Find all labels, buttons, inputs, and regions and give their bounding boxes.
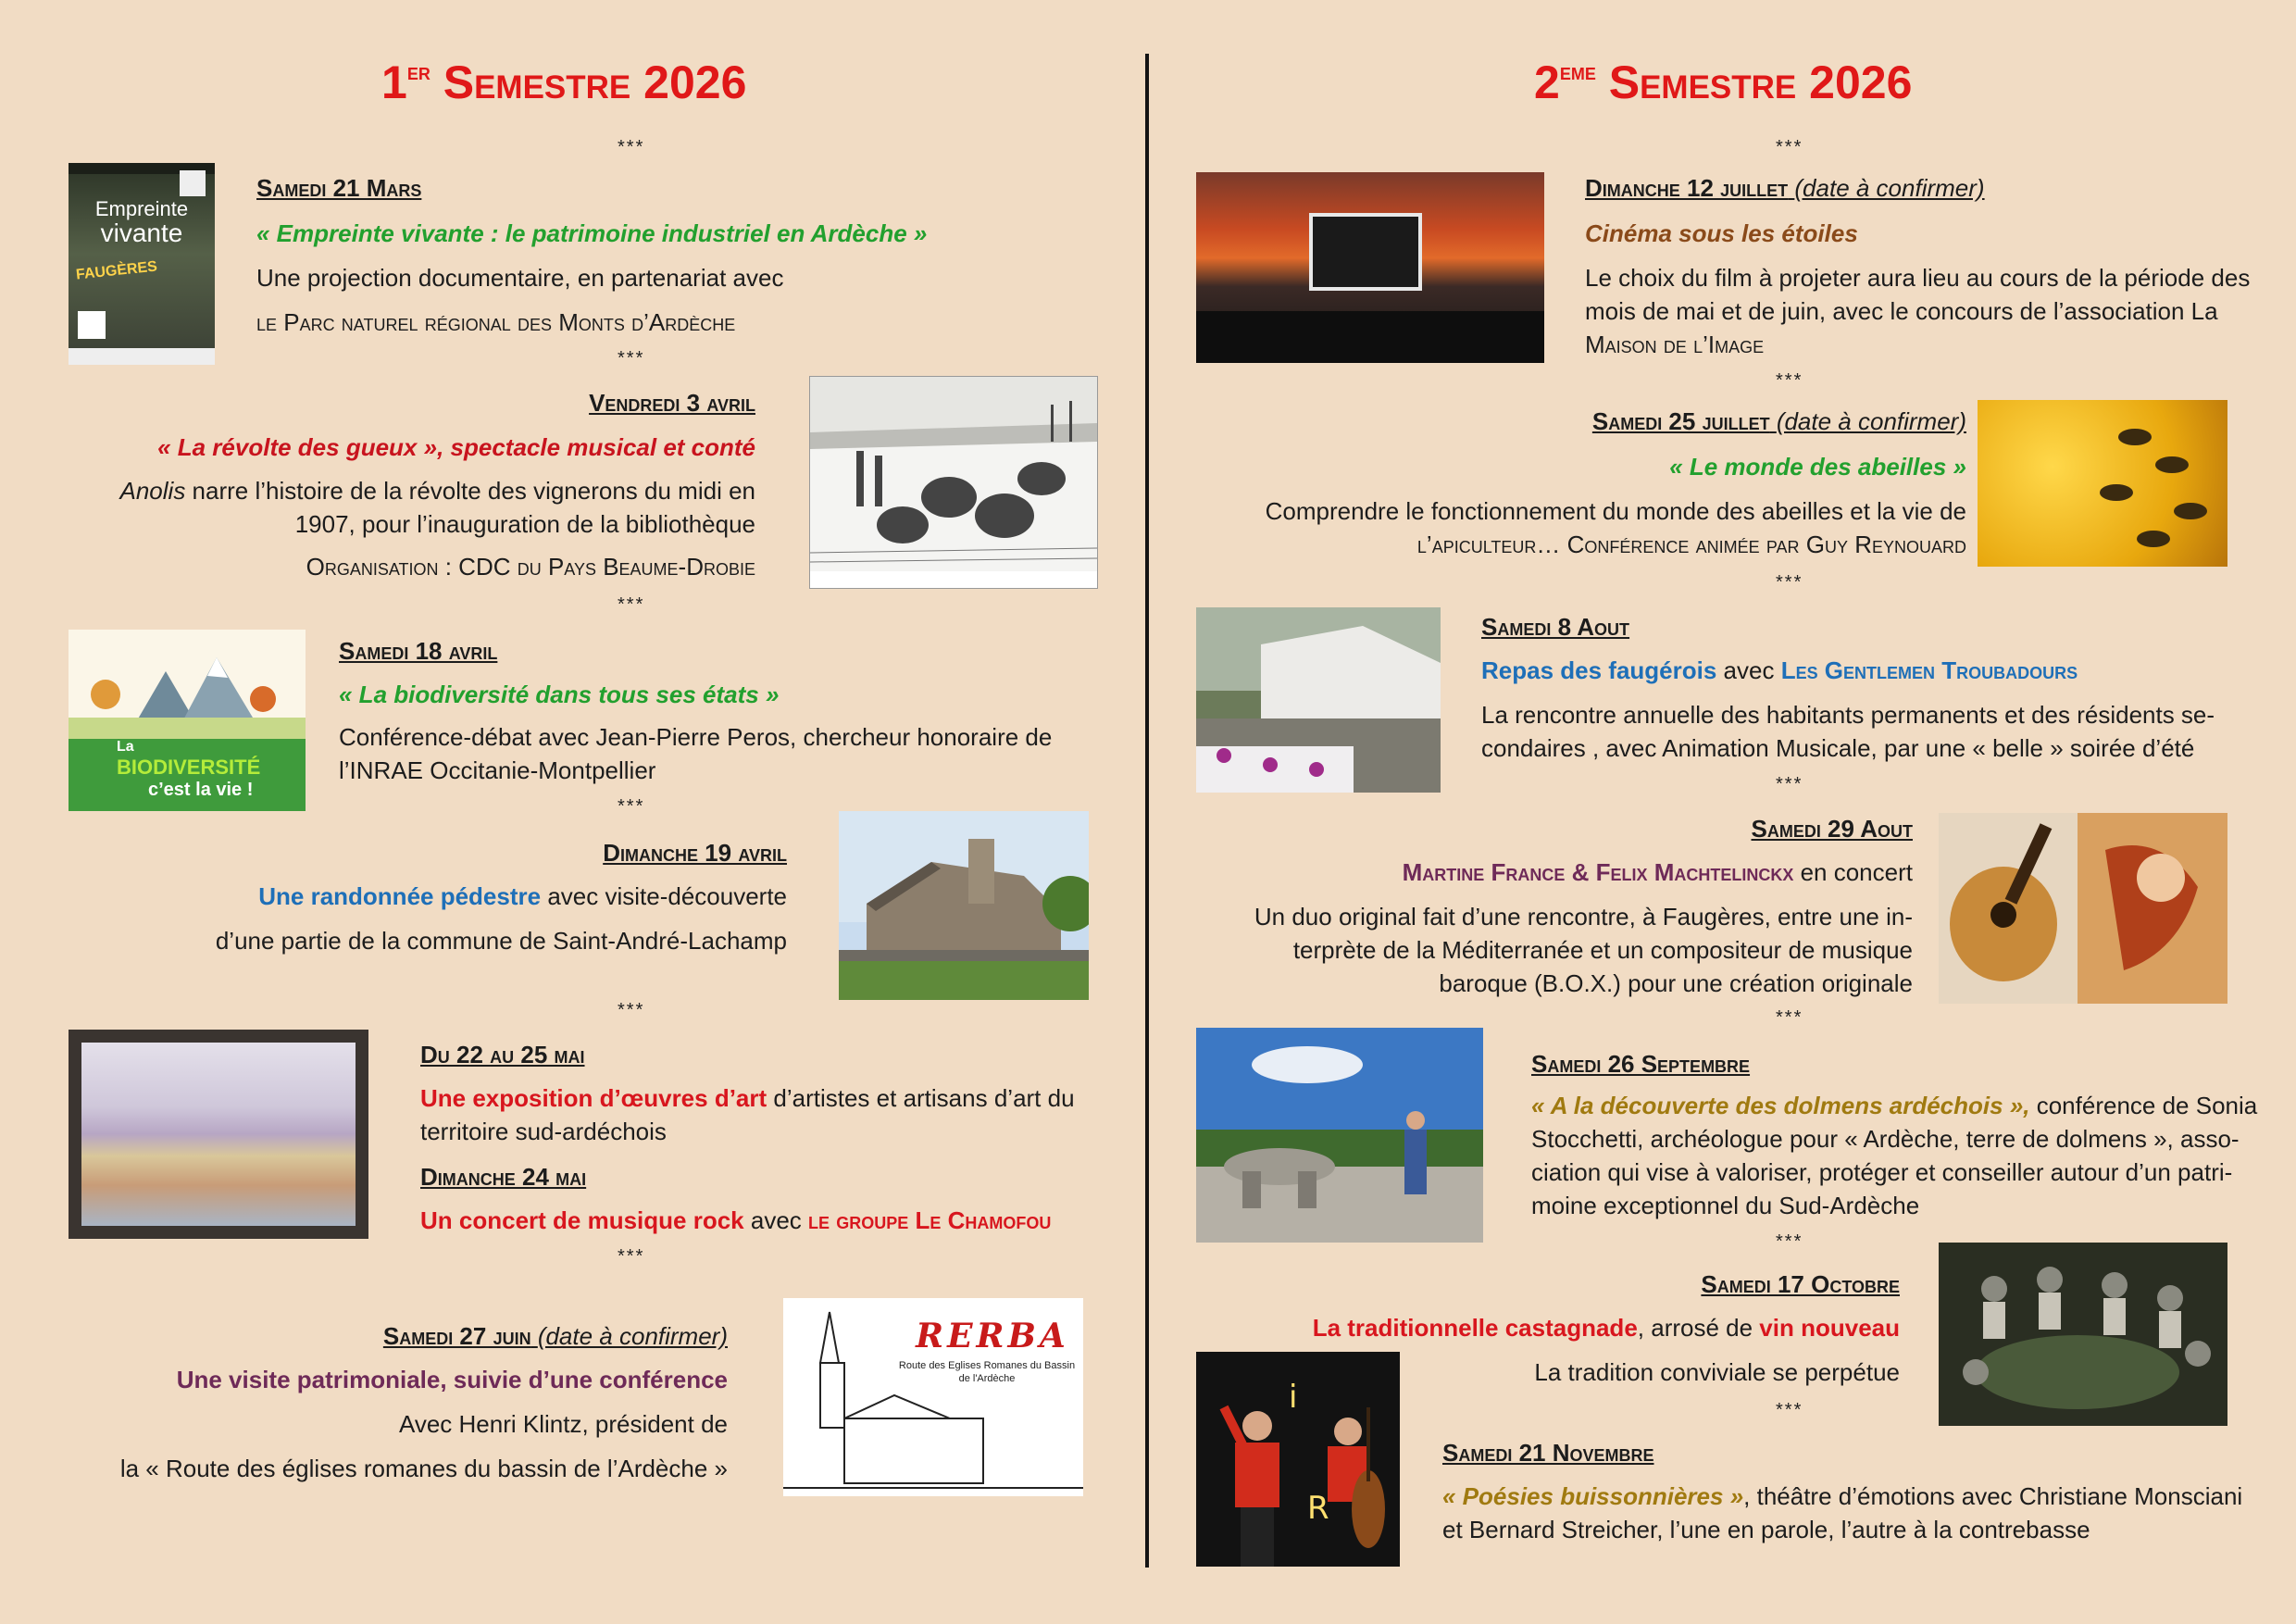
event-text: le Parc naturel régional des Monts d’Ardèche — [256, 308, 736, 336]
event-text: Une projection documentaire, en partenariat avec — [256, 264, 784, 292]
banquet-photo — [1196, 607, 1441, 793]
event-text: Organisation : CDC du Pays Beaume-Drobie — [306, 553, 755, 581]
event-date: Samedi 27 juin (date à confirmer) — [382, 1322, 728, 1350]
event-date: Dimanche 12 juillet (date à confirmer) — [1585, 174, 1985, 202]
event-date: Samedi 29 Aout — [1751, 815, 1913, 843]
event-date: Du 22 au 25 mai — [420, 1041, 585, 1068]
separator: *** — [618, 594, 645, 615]
event-text: Un concert de musique rock avec le groupe Le Chamofou — [420, 1206, 1052, 1234]
event-text: 1907, pour l’inauguration de la bibliothèque — [294, 510, 755, 538]
event-date: Samedi 21 Novembre — [1442, 1439, 1654, 1467]
event-title: « La révolte des gueux », spectacle musical et conté — [157, 433, 755, 461]
separator: *** — [1776, 774, 1803, 794]
separator: *** — [1776, 572, 1803, 593]
event-text: « Poésies buissonnières », théâtre d’émotions avec Christiane Monsciani — [1442, 1482, 2243, 1510]
event-date: Samedi 25 juillet (date à confirmer) — [1591, 407, 1966, 435]
event-text: Un duo original fait d’une rencontre, à Faugères, entre une in- — [1254, 903, 1913, 931]
separator: *** — [618, 348, 645, 369]
event-text: Avec Henri Klintz, président de — [398, 1410, 728, 1438]
img-text: BIODIVERSITÉ — [117, 756, 261, 779]
church-photo — [839, 811, 1089, 1000]
event-title: « Le monde des abeilles » — [1669, 453, 1966, 481]
event-text: moine exceptionnel du Sud-Ardèche — [1531, 1192, 1920, 1219]
event-text: territoire sud-ardéchois — [420, 1118, 667, 1145]
event-text: Une exposition d’œuvres d’art d’artistes et artisans d’art du — [420, 1084, 1075, 1112]
right-semester-title: 2eme Semestre 2026 — [1534, 56, 1913, 108]
poster-title: Empreinte — [94, 197, 189, 220]
svg-text:R: R — [1307, 1490, 1329, 1527]
duo-artwork — [1939, 813, 2227, 1004]
dolmen-photo — [1196, 1028, 1483, 1243]
left-semester-title: 1er Semestre 2026 — [381, 56, 747, 108]
event-text: Maison de l’Image — [1585, 331, 1765, 358]
event-title: « Empreinte vivante : le patrimoine industriel en Ardèche » — [256, 219, 928, 247]
castagnade-photo — [1939, 1243, 2227, 1426]
rerba-logo: RERBA — [916, 1317, 1069, 1355]
event-date: Dimanche 19 avril — [603, 839, 787, 867]
event-date: Samedi 26 Septembre — [1531, 1050, 1751, 1078]
textile-art-image — [69, 1030, 368, 1239]
separator: *** — [1776, 1400, 1803, 1420]
bees-photo — [1978, 400, 2227, 567]
event-title: « La biodiversité dans tous ses états » — [339, 681, 780, 708]
event-text: et Bernard Streicher, l’une en parole, l’autre à la contrebasse — [1442, 1516, 2090, 1543]
rerba-image — [783, 1298, 1083, 1496]
event-date: Vendredi 3 avril — [589, 389, 755, 417]
event-text: Le choix du film à projeter aura lieu au cours de la période des — [1585, 264, 2251, 292]
column-divider — [1145, 54, 1149, 1568]
engraving-image — [809, 376, 1098, 589]
event-text: La tradition conviviale se perpétue — [1534, 1358, 1900, 1386]
event-title: Une visite patrimoniale, suivie d’une conférence — [176, 1366, 728, 1393]
biodiversite-image — [69, 630, 306, 811]
event-date: Samedi 17 Octobre — [1701, 1270, 1900, 1298]
event-text: d’une partie de la commune de Saint-André-Lachamp — [215, 927, 787, 955]
separator: *** — [1776, 137, 1803, 157]
event-text: l’apiculteur… Conférence animée par Guy Reynouard — [1416, 531, 1966, 558]
empreinte-poster — [69, 163, 215, 365]
separator: *** — [1776, 370, 1803, 391]
img-text: La — [117, 739, 134, 755]
event-date-2: Dimanche 24 mai — [420, 1163, 587, 1191]
poster-place: FAUGÈRES — [75, 258, 158, 283]
rerba-subtitle: Route des Eglises Romanes du Bassin de l'Ardèche — [898, 1360, 1076, 1384]
event-text: l’INRAE Occitanie-Montpellier — [339, 756, 656, 784]
separator: *** — [618, 137, 645, 157]
event-text: La rencontre annuelle des habitants permanents et des résidents se- — [1481, 701, 2215, 729]
event-text: Martine France & Felix Machtelinckx en concert — [1402, 858, 1913, 886]
event-text: baroque (B.O.X.) pour une création originale — [1439, 969, 1913, 997]
svg-text:i: i — [1289, 1379, 1298, 1416]
event-date: Samedi 8 Aout — [1481, 613, 1630, 641]
event-text: terprète de la Méditerranée et un compositeur de musique — [1292, 936, 1913, 964]
separator: *** — [618, 1000, 645, 1020]
event-title: Cinéma sous les étoiles — [1585, 219, 1858, 247]
event-date: Samedi 18 avril — [339, 637, 498, 665]
event-text: Comprendre le fonctionnement du monde des abeilles et la vie de — [1265, 497, 1966, 525]
cinema-photo — [1196, 172, 1544, 363]
poster-title-2: vivante — [100, 219, 183, 247]
separator: *** — [1776, 1007, 1803, 1028]
separator: *** — [618, 1246, 645, 1267]
event-date: Samedi 21 Mars — [256, 174, 422, 202]
event-text: Une randonnée pédestre avec visite-découverte — [258, 882, 787, 910]
event-text: Repas des faugérois avec Les Gentlemen Troubadours — [1481, 656, 2078, 684]
event-text: Conférence-débat avec Jean-Pierre Peros, chercheur honoraire de — [339, 723, 1053, 751]
poesies-photo — [1196, 1352, 1400, 1567]
event-text: mois de mai et de juin, avec le concours de l’association La — [1585, 297, 2218, 325]
event-text: condaires , avec Animation Musicale, par une « belle » soirée d’été — [1481, 734, 2195, 762]
event-text: Anolis narre l’histoire de la révolte des vignerons du midi en — [119, 477, 755, 505]
event-text: ciation qui vise à valoriser, protéger et conseiller autour d’un patri- — [1531, 1158, 2233, 1186]
separator: *** — [1776, 1231, 1803, 1252]
separator: *** — [618, 796, 645, 817]
event-text: La traditionnelle castagnade, arrosé de vin nouveau — [1312, 1314, 1900, 1342]
event-text: la « Route des églises romanes du bassin de l’Ardèche » — [119, 1455, 728, 1482]
event-text: « A la découverte des dolmens ardéchois », conférence de Sonia — [1531, 1092, 2258, 1119]
event-text: Stocchetti, archéologue pour « Ardèche, terre de dolmens », asso- — [1531, 1125, 2240, 1153]
img-text: c’est la vie ! — [148, 780, 254, 800]
